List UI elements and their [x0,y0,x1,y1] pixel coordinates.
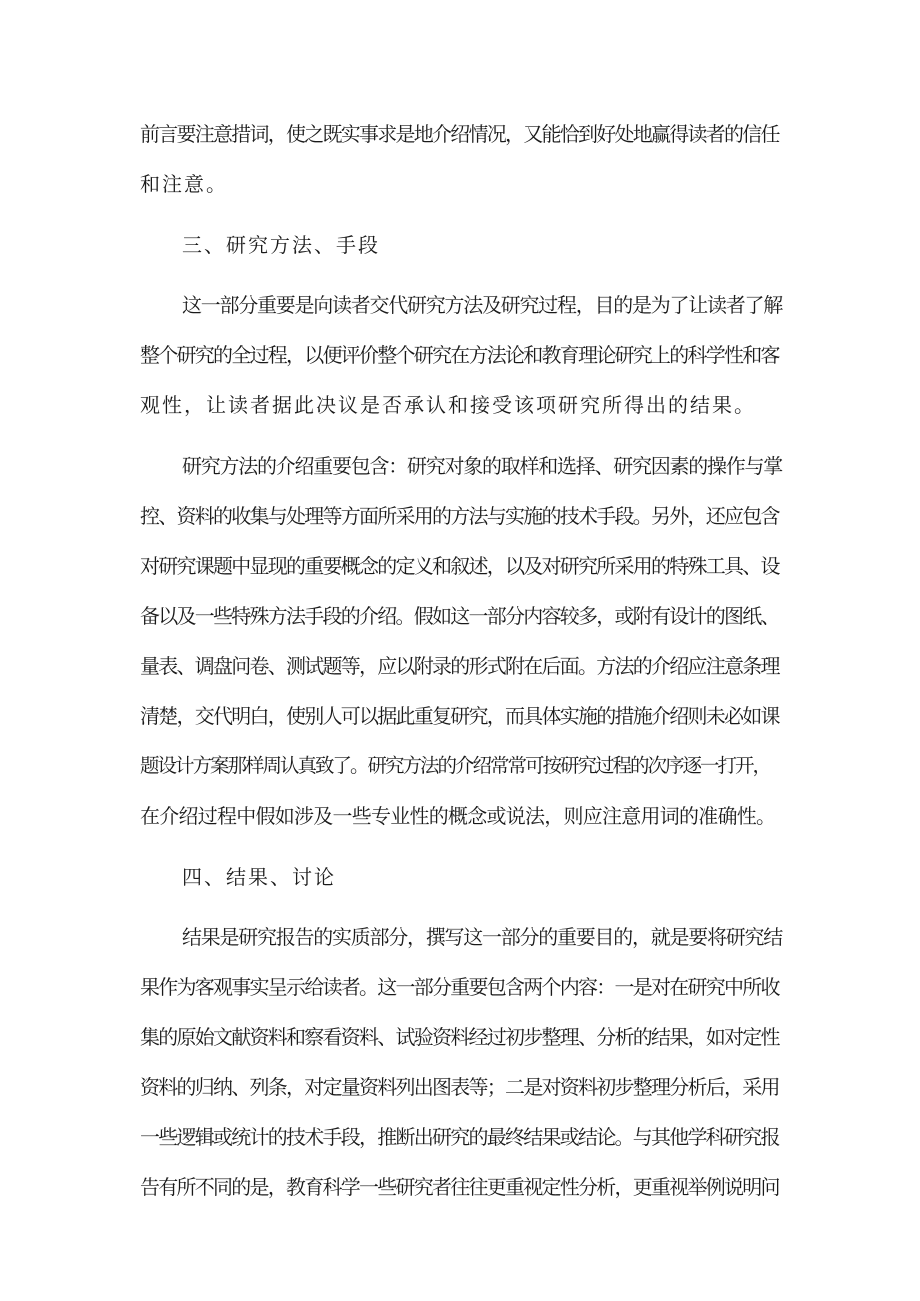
section-3-para-2-line-1: 研究方法的介绍重要包含：研究对象的取样和选择、研究因素的操作与掌 [182,454,782,478]
section-4-para-1-line-4: 资料的归纳、列条，对定量资料列出图表等；二是对资料初步整理分析后，采用 [140,1075,779,1099]
section-4-heading: 四、结果、讨论 [182,865,336,889]
section-3-para-2-line-8: 在介绍过程中假如涉及一些专业性的概念或说法，则应注意用词的准确性。 [140,804,776,828]
section-3-para-1-line-1: 这一部分重要是向读者交代研究方法及研究过程，目的是为了让读者了解 [182,293,782,317]
intro-line-2: 和注意。 [140,172,228,196]
section-4-para-1-line-2: 果作为客观事实呈示给读者。这一部分重要包含两个内容：一是对在研究中所收 [140,975,779,999]
section-4-para-1-line-3: 集的原始文献资料和察看资料、试验资料经过初步整理、分析的结果，如对定性 [140,1025,779,1049]
section-3-para-2-line-3: 对研究课题中显现的重要概念的定义和叙述，以及对研究所采用的特殊工具、设 [140,554,779,578]
section-3-para-2-line-6: 清楚，交代明白，使别人可以据此重复研究，而具体实施的措施介绍则未必如课 [140,704,779,728]
section-3-para-2-line-5: 量表、调盘问卷、测试题等，应以附录的形式附在后面。方法的介绍应注意条理 [140,654,779,678]
section-3-para-2-line-2: 控、资料的收集与处理等方面所采用的方法与实施的技术手段。另外，还应包含 [140,504,779,528]
intro-line-1: 前言要注意措词，使之既实事求是地介绍情况，又能恰到好处地赢得读者的信任 [140,122,779,146]
section-3-para-1-line-3: 观性，让读者据此决议是否承认和接受该项研究所得出的结果。 [140,393,756,417]
section-3-para-2-line-7: 题设计方案那样周认真致了。研究方法的介绍常常可按研究过程的次序逐一打开， [140,754,771,777]
section-4-para-1-line-1: 结果是研究报告的实质部分，撰写这一部分的重要目的，就是要将研究结 [182,925,782,949]
section-3-para-1-line-2: 整个研究的全过程，以便评价整个研究在方法论和教育理论研究上的科学性和客 [140,343,779,367]
section-3-heading: 三、研究方法、手段 [182,233,380,257]
section-4-para-1-line-5: 一些逻辑或统计的技术手段，推断出研究的最终结果或结论。与其他学科研究报 [140,1125,779,1149]
section-3-para-2-line-4: 备以及一些特殊方法手段的介绍。假如这一部分内容较多，或附有设计的图纸、 [140,604,779,628]
section-4-para-1-line-6: 告有所不同的是，教育科学一些研究者往往更重视定性分析，更重视举例说明问 [140,1175,779,1199]
